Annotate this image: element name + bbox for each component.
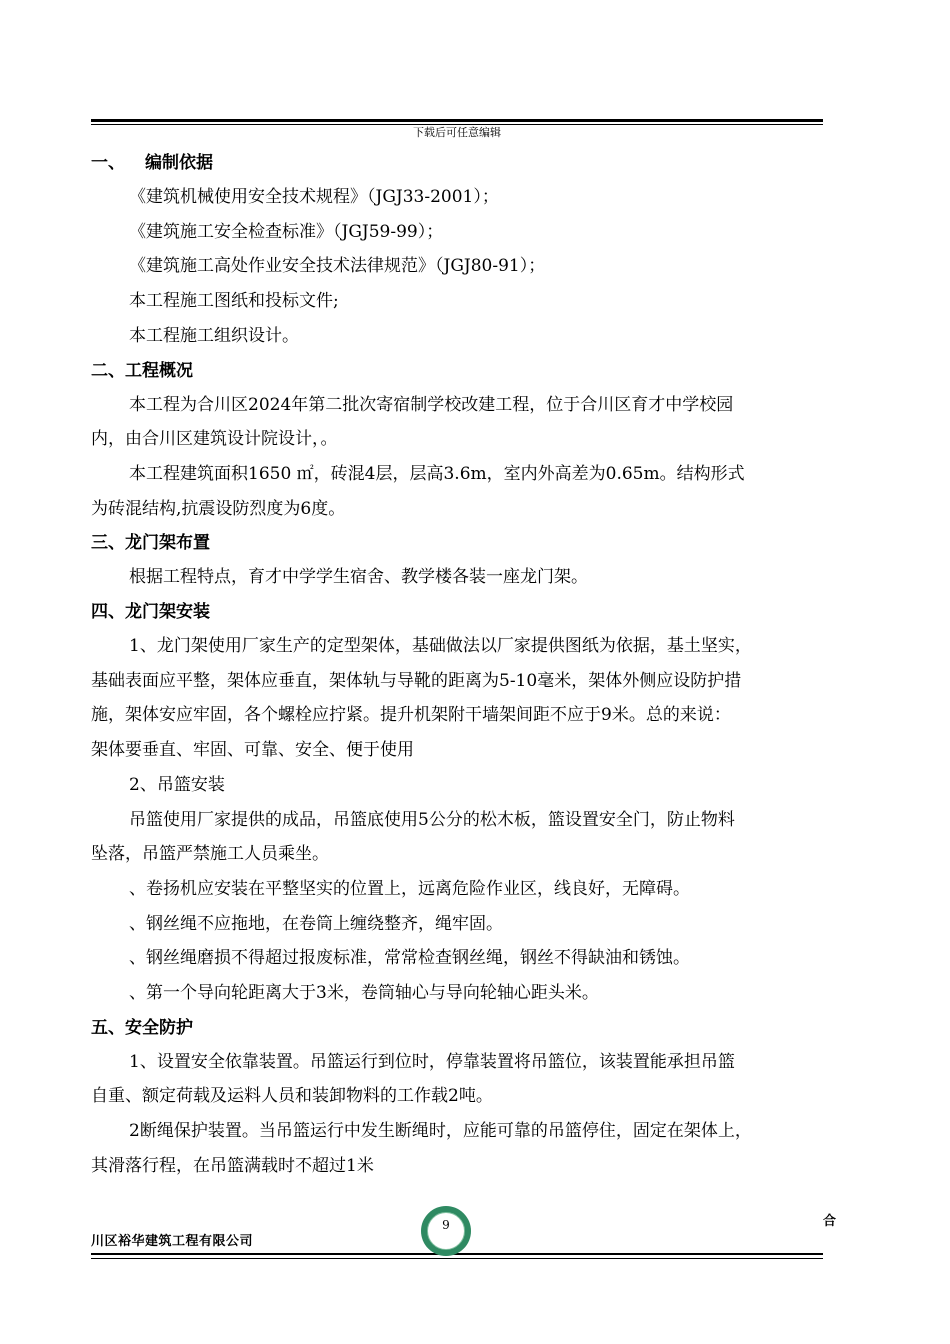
footer-company-suffix: 合 bbox=[823, 1214, 837, 1229]
header-rule-thick bbox=[91, 119, 823, 122]
paragraph-line: 2断绳保护装置。当吊篮运行中发生断绳时，应能可靠的吊篮停住，固定在架体上， bbox=[129, 1121, 752, 1142]
paragraph-line: 、钢丝绳不应拖地，在卷筒上缠绕整齐，绳牢固。 bbox=[129, 913, 503, 934]
section-heading bbox=[91, 146, 824, 180]
paragraph-line: 根据工程特点，育才中学学生宿舍、教学楼各装一座龙门架。 bbox=[129, 567, 588, 588]
paragraph-line: 本工程施工组织设计。 bbox=[129, 325, 299, 346]
footer-rule-thin bbox=[91, 1258, 823, 1259]
paragraph-line: 本工程为合川区2024年第二批次寄宿制学校改建工程，位于合川区育才中学校园 bbox=[129, 394, 734, 415]
section-heading bbox=[91, 526, 824, 560]
page-number-badge bbox=[421, 1206, 471, 1256]
paragraph-line: 吊篮使用厂家提供的成品，吊篮底使用5公分的松木板，篮设置安全门，防止物料 bbox=[129, 809, 735, 830]
paragraph-line: 、第一个导向轮距离大于3米，卷筒轴心与导向轮轴心距头米。 bbox=[129, 983, 599, 1004]
section-title: 五、安全防护 bbox=[91, 1017, 193, 1038]
paragraph-line: 施，架体安应牢固，各个螺栓应拧紧。提升机架附干墙架间距不应于9米。总的来说： bbox=[91, 705, 731, 726]
paragraph-line: 、钢丝绳磨损不得超过报废标准，常常检查钢丝绳，钢丝不得缺油和锈蚀。 bbox=[129, 948, 690, 969]
section-title: 三、龙门架布置 bbox=[91, 533, 210, 554]
paragraph-line: 1、龙门架使用厂家生产的定型架体，基础做法以厂家提供图纸为依据，基土坚实， bbox=[129, 636, 752, 657]
section-number: 一、 bbox=[91, 153, 125, 173]
paragraph-line: 自重、额定荷载及运料人员和装卸物料的工作载2吨。 bbox=[91, 1086, 493, 1107]
paragraph-line: 坠落，吊篮严禁施工人员乘坐。 bbox=[91, 844, 329, 865]
header-rule-thin bbox=[91, 124, 823, 125]
paragraph-line: 为砖混结构,抗震设防烈度为6度。 bbox=[91, 498, 346, 519]
paragraph-line: 内，由合川区建筑设计院设计，。 bbox=[91, 429, 338, 450]
page-number: 9 bbox=[427, 1212, 465, 1250]
paragraph-line: 基础表面应平整，架体应垂直，架体轨与导靴的距离为5-10毫米，架体外侧应设防护措 bbox=[91, 670, 742, 691]
section-title: 四、龙门架安装 bbox=[91, 602, 210, 623]
paragraph-line: 《建筑施工安全检查标准》（JGJ59-99）； bbox=[129, 221, 444, 242]
section-heading bbox=[91, 354, 824, 388]
paragraph-line: 架体要垂直、牢固、可靠、安全、便于使用 bbox=[91, 740, 414, 761]
section-heading bbox=[91, 1011, 824, 1045]
section-heading bbox=[91, 595, 824, 629]
section-title: 编制依据 bbox=[145, 153, 213, 173]
paragraph-line: 本工程施工图纸和投标文件; bbox=[129, 291, 339, 312]
paragraph-line: 其滑落行程，在吊篮满载时不超过1米 bbox=[91, 1155, 374, 1176]
paragraph-line: 《建筑机械使用安全技术规程》（JGJ33-2001）； bbox=[129, 187, 499, 207]
paragraph-line: 本工程建筑面积1650 ㎡，砖混4层，层高3.6m，室内外高差为0.65m。结构形式 bbox=[129, 463, 745, 484]
paragraph-line: 《建筑施工高处作业安全技术法律规范》（JGJ80-91）； bbox=[129, 256, 546, 277]
document-body bbox=[91, 146, 824, 1184]
header-note: 下载后可任意编辑 bbox=[413, 126, 501, 139]
paragraph-line: 2、吊篮安装 bbox=[129, 774, 225, 795]
paragraph-line: 、卷扬机应安装在平整坚实的位置上，远离危险作业区，线良好，无障碍。 bbox=[129, 878, 690, 899]
footer-company-name: 川区裕华建筑工程有限公司 bbox=[91, 1234, 254, 1249]
section-title: 二、工程概况 bbox=[91, 360, 193, 381]
paragraph-line: 1、设置安全依靠装置。吊篮运行到位时，停靠装置将吊篮位，该装置能承担吊篮 bbox=[129, 1051, 735, 1072]
